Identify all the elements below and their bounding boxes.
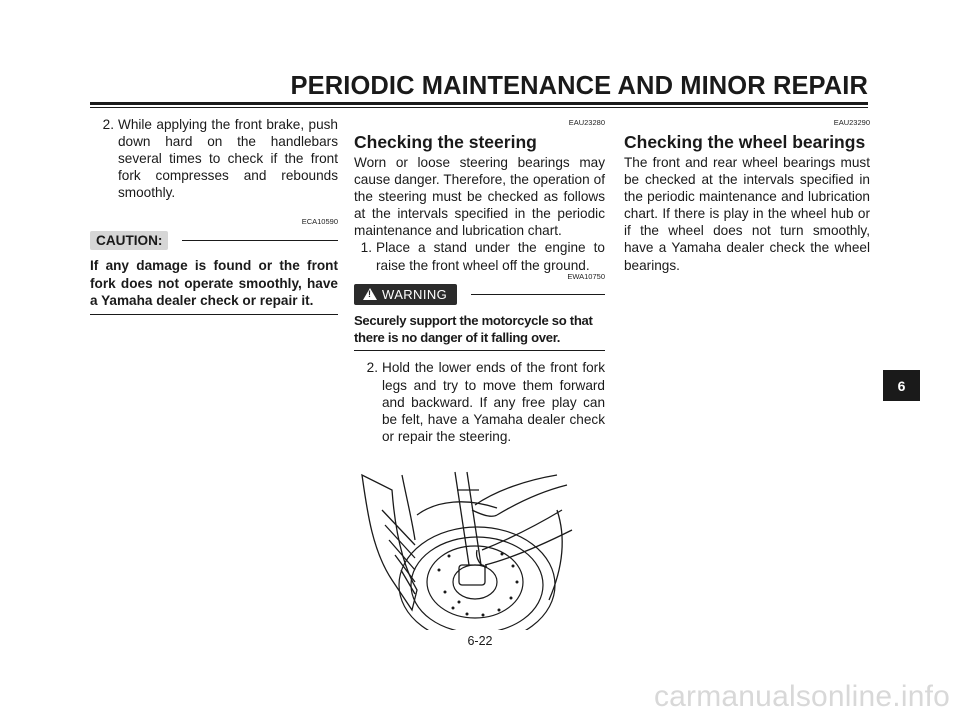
wheel-bearings-code: EAU23290: [833, 118, 870, 127]
steering-column: [354, 118, 605, 445]
step-text: While applying the front brake, push down hard on the handlebars several times to check if the front fork compresses and rebounds smoothly.: [118, 117, 338, 201]
fork-check-illustration: [357, 470, 602, 630]
steering-step-2: [354, 359, 605, 444]
fork-step-2: [90, 116, 338, 201]
chapter-tab: 6: [883, 370, 920, 401]
wheel-bearings-column: [624, 118, 870, 274]
warning-end-rule: [354, 350, 605, 351]
step-text: Hold the lower ends of the front fork legs and try to move them forward and backward. If any free play can be felt, have a Yamaha dealer check or repair the steering.: [382, 360, 605, 444]
warning-rule: [471, 294, 605, 295]
steering-intro: Worn or loose steering bearings may cause danger. Therefore, the operation of the steering must be checked as follows at the intervals specified in the periodic maintenance and lubrication chart.: [354, 155, 605, 239]
caution-code: ECA10590: [301, 217, 338, 227]
step-text: Place a stand under the engine to raise the front wheel off the ground.: [376, 240, 605, 273]
warning-notice: [354, 284, 605, 306]
warning-code: EWA10750: [567, 271, 605, 281]
caution-label: CAUTION:: [90, 231, 168, 250]
warning-label: WARNING: [382, 287, 448, 303]
caution-text: If any damage is found or the front fork does not operate smoothly, have a Yamaha dealer check or repair it.: [90, 258, 338, 309]
caution-rule: [182, 240, 338, 241]
step-number: 1.: [360, 240, 372, 256]
steering-code: EAU23280: [568, 118, 605, 127]
warning-badge: [354, 284, 457, 305]
watermark-text: carmanualsonline.info: [653, 680, 950, 713]
step-number: 2.: [366, 360, 378, 376]
header-rule-thick: [90, 102, 868, 105]
page-number: 6-22: [467, 634, 493, 648]
left-column: [90, 118, 338, 315]
caution-notice: [90, 229, 338, 251]
header-rule-thin: [90, 107, 868, 108]
wheel-bearings-text: The front and rear wheel bearings must be checked at the intervals specified in the periodic maintenance and lubrication chart. If there is play in the wheel hub or if the wheel does not turn smoothly, have a Yamaha dealer check the wheel bearings.: [624, 155, 870, 273]
caution-end-rule: [90, 314, 338, 315]
steering-step-1: [354, 239, 605, 273]
page-title: PERIODIC MAINTENANCE AND MINOR REPAIR: [290, 72, 868, 100]
warning-text: Securely support the motorcycle so that there is no danger of it falling over.: [354, 312, 593, 346]
exclamation-icon: !: [368, 289, 372, 300]
steering-heading: Checking the steering: [354, 132, 537, 152]
step-number: 2.: [102, 117, 114, 132]
wheel-bearings-heading: Checking the wheel bearings: [624, 132, 866, 152]
